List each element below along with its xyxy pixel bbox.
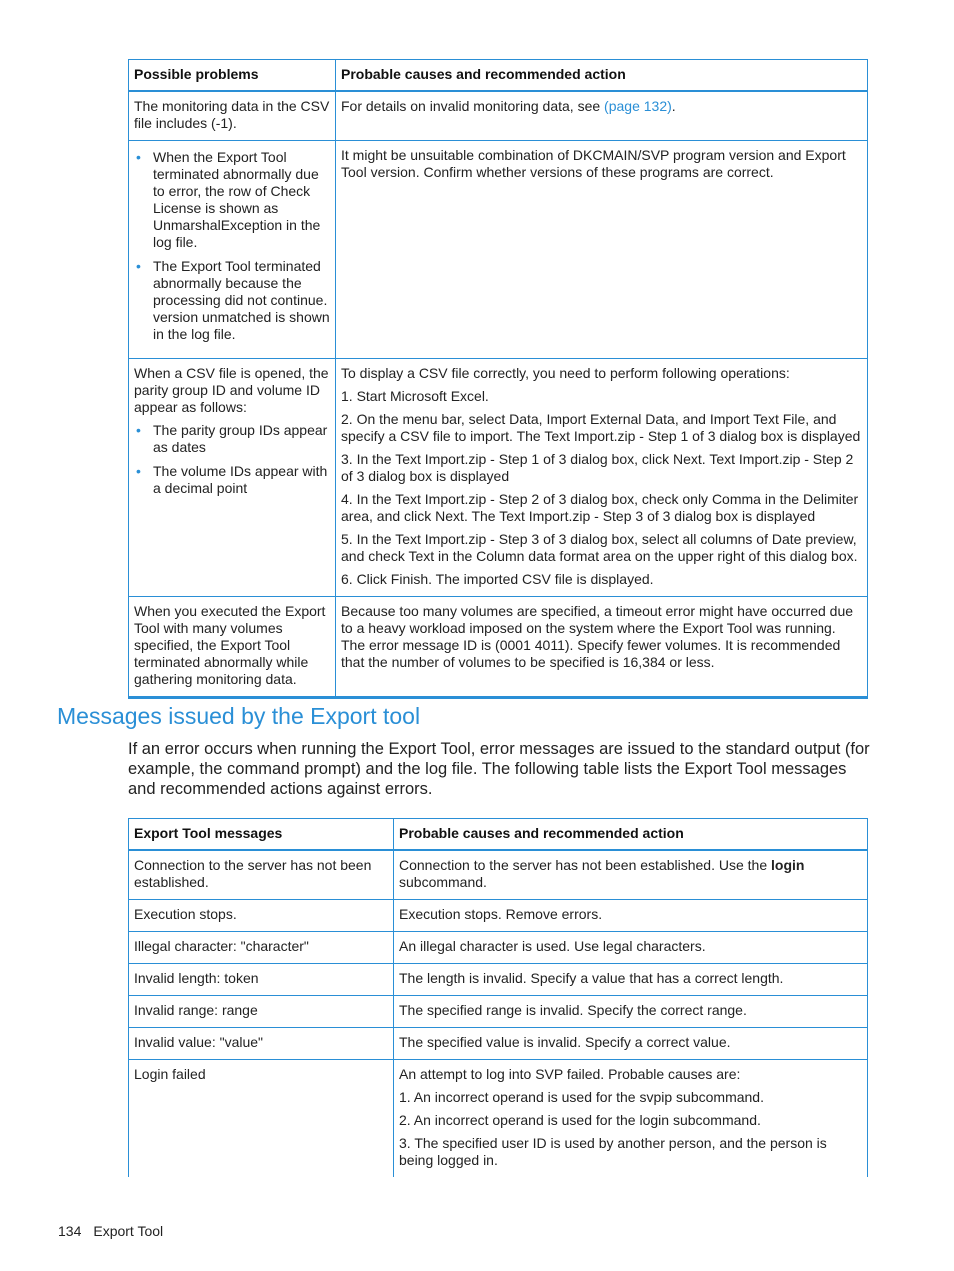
step-text: 1. Start Microsoft Excel.: [341, 388, 489, 404]
column-header: Probable causes and recommended action: [394, 819, 868, 851]
table-row: [129, 932, 868, 964]
step-text: 2. An incorrect operand is used for the login subcommand.: [399, 1112, 761, 1128]
step-text: 6. Click Finish. The imported CSV file is displayed.: [341, 571, 654, 587]
action-cell: [336, 359, 868, 597]
action-cell: The specified value is invalid. Specify a correct value.: [394, 1028, 868, 1060]
table-row: [129, 964, 868, 996]
bullet-item: • The parity group IDs appear as dates: [153, 422, 330, 456]
page-link[interactable]: (page 132): [604, 98, 672, 114]
action-cell: The length is invalid. Specify a value that has a correct length.: [394, 964, 868, 996]
action-text: For details on invalid monitoring data, see: [341, 98, 605, 114]
problem-cell: [129, 141, 336, 359]
table-row: [129, 1028, 868, 1060]
step-text: 5. In the Text Import.zip - Step 3 of 3 dialog box, select all columns of Date preview, and check Text in the Column data format area on the upper right of this dialog box.: [341, 531, 858, 564]
footer-title: Export Tool: [93, 1223, 164, 1239]
action-cell: It might be unsuitable combination of DKCMAIN/SVP program version and Export Tool version. Confirm whether versions of these programs are correct.: [336, 141, 868, 359]
action-cell: An illegal character is used. Use legal characters.: [394, 932, 868, 964]
table-row: [129, 996, 868, 1028]
column-header: Probable causes and recommended action: [336, 60, 868, 92]
bullet-item: • The volume IDs appear with a decimal point: [153, 463, 330, 497]
message-cell: Execution stops.: [129, 900, 394, 932]
section-intro: If an error occurs when running the Export Tool, error messages are issued to the standard output (for example, the command prompt) and the log file. The following table lists the Export Tool messages and recommended actions against errors.: [128, 740, 870, 798]
bullet-item: • When the Export Tool terminated abnormally due to error, the row of Check License is shown as UnmarshalException in the log file.: [153, 149, 330, 251]
column-header: Possible problems: [129, 60, 336, 92]
action-cell: [394, 850, 868, 900]
step-text: An attempt to log into SVP failed. Probable causes are:: [399, 1066, 741, 1082]
table-header-row: [129, 819, 868, 851]
problem-intro: When a CSV file is opened, the parity group ID and volume ID appear as follows:: [134, 365, 329, 415]
page-number: 134: [58, 1223, 82, 1239]
step-text: To display a CSV file correctly, you need to perform following operations:: [341, 365, 790, 381]
bullet-list: [134, 422, 330, 497]
action-text: Connection to the server has not been established. Use the: [399, 857, 772, 873]
step-text: 4. In the Text Import.zip - Step 2 of 3 dialog box, check only Comma in the Delimiter area, and click Next. The Text Import.zip - Step 3 of 3 dialog box is displayed: [341, 491, 859, 524]
bullet-list: [134, 149, 330, 343]
message-cell: Invalid length: token: [129, 964, 394, 996]
action-text: .: [671, 98, 676, 114]
table-row: [129, 359, 868, 597]
table-row: [129, 141, 868, 359]
bullet-item: • The Export Tool terminated abnormally because the processing did not continue. version unmatched is shown in the log file.: [153, 258, 330, 343]
action-cell: [394, 1060, 868, 1178]
problems-table: [128, 59, 868, 699]
action-cell: The specified range is invalid. Specify the correct range.: [394, 996, 868, 1028]
table-row: [129, 91, 868, 141]
action-cell: Execution stops. Remove errors.: [394, 900, 868, 932]
message-cell: Illegal character: "character": [129, 932, 394, 964]
section-heading: Messages issued by the Export tool: [57, 703, 421, 729]
message-cell: Connection to the server has not been established.: [129, 850, 394, 900]
page-footer: [58, 1223, 175, 1239]
command-name: login: [771, 857, 805, 873]
action-cell: [336, 91, 868, 141]
table-row: [129, 1060, 868, 1178]
message-cell: Login failed: [129, 1060, 394, 1178]
problem-cell: When you executed the Export Tool with many volumes specified, the Export Tool terminated abnormally while gathering monitoring data.: [129, 597, 336, 698]
column-header: Export Tool messages: [129, 819, 394, 851]
table-row: [129, 597, 868, 698]
action-text: subcommand.: [399, 874, 487, 890]
problem-cell: The monitoring data in the CSV file includes (-1).: [129, 91, 336, 141]
message-cell: Invalid value: "value": [129, 1028, 394, 1060]
action-cell: Because too many volumes are specified, a timeout error might have occurred due to a heavy workload imposed on the system where the Export Tool was running. The error message ID is (0001 4011). Specify fewer volumes. It is recommended that the number of volumes to be specified is 16,384 or less.: [336, 597, 868, 698]
step-text: 3. In the Text Import.zip - Step 1 of 3 dialog box, click Next. Text Import.zip - Step 2 of 3 dialog box is displayed: [341, 451, 854, 484]
messages-table: [128, 818, 868, 1177]
table-row: [129, 850, 868, 900]
message-cell: Invalid range: range: [129, 996, 394, 1028]
step-text: 1. An incorrect operand is used for the svpip subcommand.: [399, 1089, 764, 1105]
table-row: [129, 900, 868, 932]
problem-cell: [129, 359, 336, 597]
table-header-row: [129, 60, 868, 92]
step-text: 3. The specified user ID is used by another person, and the person is being logged in.: [399, 1135, 827, 1168]
step-text: 2. On the menu bar, select Data, Import External Data, and Import Text File, and specify a CSV file to import. The Text Import.zip - Step 1 of 3 dialog box is displayed: [341, 411, 861, 444]
